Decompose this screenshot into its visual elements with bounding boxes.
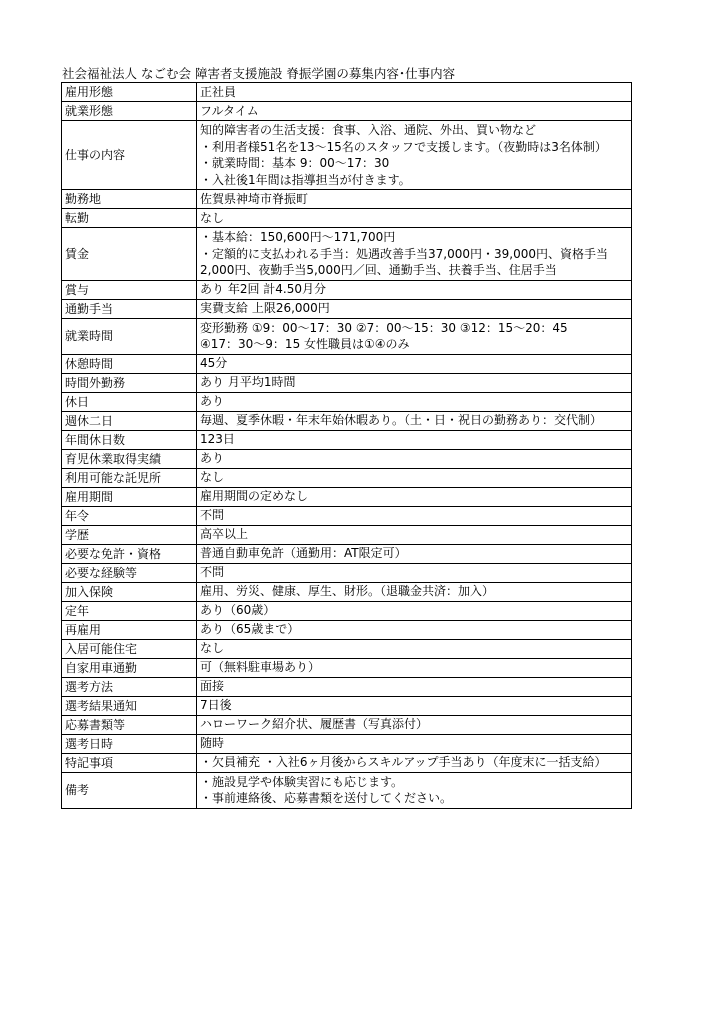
table-row bbox=[62, 83, 632, 102]
row-value-line: ・利用者様51名を13～15名のスタッフで支援します。（夜勤時は3名体制） bbox=[200, 139, 607, 154]
row-value bbox=[197, 506, 632, 525]
row-value-line: なし bbox=[200, 470, 225, 485]
row-value bbox=[197, 299, 632, 318]
row-value-line: 変形勤務 ①9：00～17：30 ②7：00～15：30 ③12：15～20：45 bbox=[200, 320, 568, 335]
row-value-line: なし bbox=[200, 641, 225, 656]
row-value-line: ・欠員補充 ・入社6ヶ月後からスキルアップ手当あり（年度末に一括支給） bbox=[200, 755, 607, 770]
table-row bbox=[62, 734, 632, 753]
table-row bbox=[62, 696, 632, 715]
row-value-line: 実費支給 上限26,000円 bbox=[200, 301, 330, 316]
row-value bbox=[197, 772, 632, 808]
table-row bbox=[62, 354, 632, 373]
table-row bbox=[62, 209, 632, 228]
table-row bbox=[62, 373, 632, 392]
row-value bbox=[197, 544, 632, 563]
row-label: 特記事項 bbox=[62, 753, 197, 772]
row-value-line: 正社員 bbox=[200, 84, 237, 99]
table-row bbox=[62, 582, 632, 601]
row-label: 必要な経験等 bbox=[62, 563, 197, 582]
table-row bbox=[62, 299, 632, 318]
table-row bbox=[62, 487, 632, 506]
row-value bbox=[197, 449, 632, 468]
row-value-line: 雇用、労災、健康、厚生、財形。（退職金共済：加入） bbox=[200, 584, 495, 599]
row-label: 育児休業取得実績 bbox=[62, 449, 197, 468]
row-value bbox=[197, 373, 632, 392]
row-value bbox=[197, 209, 632, 228]
table-row bbox=[62, 506, 632, 525]
row-label: 就業形態 bbox=[62, 102, 197, 121]
row-label: 選考結果通知 bbox=[62, 696, 197, 715]
row-value bbox=[197, 639, 632, 658]
row-label: 年間休日数 bbox=[62, 430, 197, 449]
table-row bbox=[62, 430, 632, 449]
row-value bbox=[197, 354, 632, 373]
row-value-line: あり（60歳） bbox=[200, 603, 276, 618]
table-row bbox=[62, 601, 632, 620]
row-value bbox=[197, 430, 632, 449]
table-row bbox=[62, 620, 632, 639]
row-value-line: 不問 bbox=[200, 508, 225, 523]
row-value-line: 不問 bbox=[200, 565, 225, 580]
row-label: 賞与 bbox=[62, 280, 197, 299]
row-value bbox=[197, 601, 632, 620]
row-value-line: あり（65歳まで） bbox=[200, 622, 300, 637]
row-value-line: あり bbox=[200, 451, 225, 466]
row-label: 仕事の内容 bbox=[62, 121, 197, 190]
row-value bbox=[197, 696, 632, 715]
row-value-line: 123日 bbox=[200, 432, 235, 447]
row-label: 賃金 bbox=[62, 228, 197, 281]
table-row bbox=[62, 121, 632, 190]
row-value bbox=[197, 468, 632, 487]
row-value-line: 随時 bbox=[200, 736, 225, 751]
row-label: 年令 bbox=[62, 506, 197, 525]
row-value-line: ハローワーク紹介状、履歴書（写真添付） bbox=[200, 717, 429, 732]
row-value-line: ・定額的に支払われる手当：処遇改善手当37,000円・39,000円、資格手当 bbox=[200, 246, 608, 261]
table-row bbox=[62, 658, 632, 677]
row-value-line: あり 年2回 計4.50月分 bbox=[200, 282, 326, 297]
recruitment-table bbox=[61, 82, 632, 809]
row-value-line: ・就業時間：基本 9：00～17：30 bbox=[200, 156, 390, 170]
table-row bbox=[62, 563, 632, 582]
table-row bbox=[62, 677, 632, 696]
table-row bbox=[62, 468, 632, 487]
row-value bbox=[197, 563, 632, 582]
row-value bbox=[197, 734, 632, 753]
row-label: 自家用車通勤 bbox=[62, 658, 197, 677]
row-value-line: フルタイム bbox=[200, 103, 259, 118]
row-value bbox=[197, 620, 632, 639]
table-row bbox=[62, 392, 632, 411]
row-value-line: 佐賀県神埼市脊振町 bbox=[200, 191, 309, 206]
row-value-line: ・施設見学や体験実習にも応じます。 bbox=[200, 774, 404, 789]
row-label: 必要な免許・資格 bbox=[62, 544, 197, 563]
table-row bbox=[62, 525, 632, 544]
row-value-line: 毎週、夏季休暇・年末年始休暇あり。（土・日・祝日の勤務あり：交代制） bbox=[200, 413, 603, 428]
row-label: 入居可能住宅 bbox=[62, 639, 197, 658]
row-label: 時間外勤務 bbox=[62, 373, 197, 392]
table-row bbox=[62, 318, 632, 354]
row-value bbox=[197, 525, 632, 544]
row-value-line: 7日後 bbox=[200, 698, 232, 713]
row-label: 勤務地 bbox=[62, 190, 197, 209]
row-label: 休憩時間 bbox=[62, 354, 197, 373]
row-value-line: 普通自動車免許（通勤用：AT限定可） bbox=[200, 546, 407, 561]
row-value-line: ・事前連絡後、応募書類を送付してください。 bbox=[200, 791, 453, 805]
table-row bbox=[62, 753, 632, 772]
table-row bbox=[62, 411, 632, 430]
row-label: 定年 bbox=[62, 601, 197, 620]
table-row bbox=[62, 639, 632, 658]
row-label: 学歴 bbox=[62, 525, 197, 544]
row-label: 雇用期間 bbox=[62, 487, 197, 506]
row-value-line: 知的障害者の生活支援：食事、入浴、通院、外出、買い物など bbox=[200, 123, 537, 137]
row-value-line: 2,000円、夜勤手当5,000円／回、通勤手当、扶養手当、住居手当 bbox=[200, 263, 557, 277]
document-title: 社会福祉法人 なごむ会 障害者支援施設 脊振学園の募集内容･仕事内容 bbox=[62, 66, 456, 81]
table-row bbox=[62, 280, 632, 299]
row-value bbox=[197, 392, 632, 411]
row-value-line: 45分 bbox=[200, 356, 228, 371]
row-value-line: 可（無料駐車場あり） bbox=[200, 660, 321, 675]
row-label: 就業時間 bbox=[62, 318, 197, 354]
row-label: 加入保険 bbox=[62, 582, 197, 601]
row-value bbox=[197, 318, 632, 354]
row-value bbox=[197, 582, 632, 601]
table-row bbox=[62, 102, 632, 121]
row-value bbox=[197, 715, 632, 734]
row-value bbox=[197, 102, 632, 121]
row-label: 通勤手当 bbox=[62, 299, 197, 318]
row-value bbox=[197, 753, 632, 772]
row-value-line: 高卒以上 bbox=[200, 527, 249, 542]
row-value bbox=[197, 411, 632, 430]
row-label: 転勤 bbox=[62, 209, 197, 228]
table-row bbox=[62, 544, 632, 563]
row-value bbox=[197, 280, 632, 299]
table-row bbox=[62, 772, 632, 808]
row-value-line: ・入社後1年間は指導担当が付きます。 bbox=[200, 172, 411, 187]
row-value bbox=[197, 658, 632, 677]
row-value-line: ④17：30～9：15 女性職員は①④のみ bbox=[200, 337, 410, 351]
row-label: 再雇用 bbox=[62, 620, 197, 639]
table-row bbox=[62, 715, 632, 734]
row-value bbox=[197, 487, 632, 506]
row-value bbox=[197, 121, 632, 190]
row-label: 利用可能な託児所 bbox=[62, 468, 197, 487]
table-row bbox=[62, 449, 632, 468]
row-value bbox=[197, 677, 632, 696]
row-value bbox=[197, 190, 632, 209]
table-row bbox=[62, 190, 632, 209]
row-value-line: 雇用期間の定めなし bbox=[200, 489, 309, 504]
row-label: 週休二日 bbox=[62, 411, 197, 430]
row-value bbox=[197, 228, 632, 281]
row-label: 応募書類等 bbox=[62, 715, 197, 734]
row-label: 雇用形態 bbox=[62, 83, 197, 102]
row-label: 休日 bbox=[62, 392, 197, 411]
row-label: 選考方法 bbox=[62, 677, 197, 696]
row-value bbox=[197, 83, 632, 102]
row-value-line: あり bbox=[200, 394, 225, 409]
row-label: 備考 bbox=[62, 772, 197, 808]
row-value-line: あり 月平均1時間 bbox=[200, 375, 296, 390]
row-value-line: なし bbox=[200, 210, 225, 225]
row-value-line: 面接 bbox=[200, 679, 225, 694]
row-value-line: ・基本給：150,600円～171,700円 bbox=[200, 230, 396, 244]
table-row bbox=[62, 228, 632, 281]
row-label: 選考日時 bbox=[62, 734, 197, 753]
